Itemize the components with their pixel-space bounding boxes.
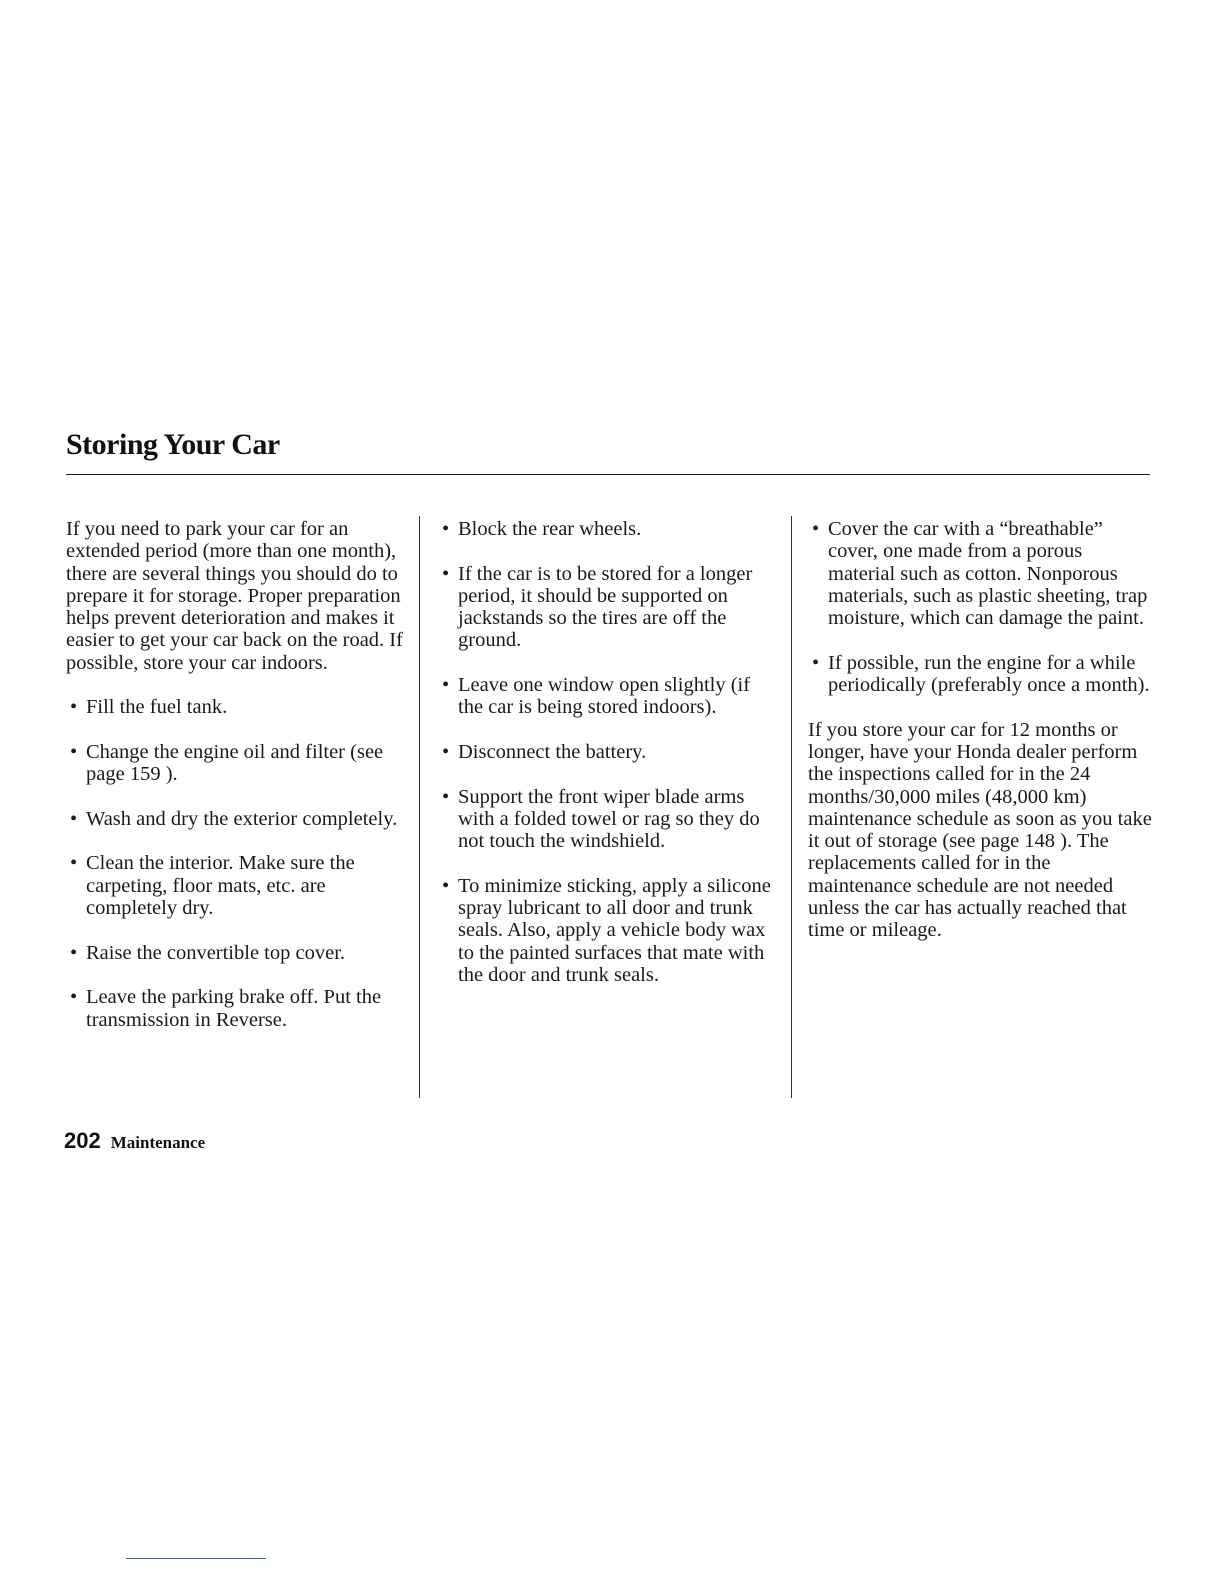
page-number: 202	[64, 1128, 101, 1153]
list-item	[438, 875, 776, 986]
list-item	[438, 741, 776, 763]
column-divider	[791, 516, 792, 1098]
bullet-icon: •	[442, 518, 450, 540]
bullet-icon: •	[70, 696, 78, 719]
list-item-text: Raise the convertible top cover.	[86, 941, 346, 964]
column-1	[66, 518, 411, 1053]
list-item	[438, 674, 776, 719]
list-item	[438, 563, 776, 652]
list-item	[66, 852, 411, 919]
list-item-text: If possible, run the engine for a while periodically (preferably once a month).	[828, 651, 1150, 697]
list-item-text: Support the front wiper blade arms with a folded towel or rag so they do not touch the windshield.	[458, 785, 760, 853]
bottom-divider	[126, 1558, 266, 1559]
list-item	[438, 518, 776, 540]
bullet-icon: •	[70, 807, 78, 830]
bullet-icon: •	[70, 941, 78, 964]
page-title: Storing Your Car	[66, 428, 280, 461]
list-item-text: Wash and dry the exterior completely.	[86, 807, 398, 830]
list-item	[66, 942, 411, 964]
bullet-icon: •	[70, 740, 78, 763]
bullet-icon: •	[442, 562, 450, 585]
list-item-text: Disconnect the battery.	[458, 740, 647, 763]
storage-checklist-1	[66, 696, 411, 1030]
bullet-icon: •	[442, 674, 450, 697]
list-item	[66, 741, 411, 786]
list-item-text: Leave the parking brake off. Put the transmission in Reverse.	[86, 986, 382, 1031]
title-divider	[66, 474, 1150, 475]
column-2	[438, 518, 776, 1009]
list-item-text: Block the rear wheels.	[458, 518, 642, 540]
storage-checklist-2	[438, 518, 776, 986]
list-item-text: To minimize sticking, apply a silicone spray lubricant to all door and trunk seals. Also, apply a vehicle body wax to the painted surfaces that mate with the door and trunk seals.	[458, 874, 771, 986]
list-item	[66, 696, 411, 718]
bullet-icon: •	[442, 785, 450, 808]
list-item	[66, 808, 411, 830]
intro-paragraph: If you need to park your car for an extended period (more than one month), there are several things you should do to prepare it for storage. Proper preparation helps prevent deterioration and makes it easier to get your car back on the road. If possible, store your car indoors.	[66, 518, 403, 674]
list-item	[808, 518, 1153, 629]
list-item-text: Fill the fuel tank.	[86, 696, 228, 719]
section-name: Maintenance	[110, 1133, 206, 1152]
list-item	[808, 652, 1153, 697]
bullet-icon: •	[442, 740, 450, 763]
page-footer	[64, 1128, 205, 1154]
bullet-icon: •	[442, 874, 450, 897]
list-item-text: Change the engine oil and filter (see page 159 ).	[86, 740, 384, 786]
bullet-icon: •	[70, 986, 78, 1009]
column-3	[808, 518, 1153, 964]
list-item-text: If the car is to be stored for a longer period, it should be supported on jackstands so the tires are off the ground.	[458, 562, 753, 652]
list-item-text: Leave one window open slightly (if the car is being stored indoors).	[458, 674, 751, 719]
bullet-icon: •	[812, 651, 820, 674]
list-item-text: Cover the car with a “breathable” cover, one made from a porous material such as cotton. Nonporous materials, such as plastic sheeting, trap moisture, which can damage the paint.	[828, 518, 1148, 630]
bullet-icon: •	[70, 852, 78, 875]
list-item	[66, 986, 411, 1031]
bullet-icon: •	[812, 518, 820, 540]
list-item	[438, 786, 776, 853]
column-divider	[419, 516, 420, 1098]
closing-paragraph: If you store your car for 12 months or longer, have your Honda dealer perform the inspections called for in the 24 months/30,000 miles (48,000 km) maintenance schedule as soon as you take it out of storage (see page 148 ). The replacements called for in the maintenance schedule are not needed unless the car has actually reached that time or mileage.	[808, 718, 1152, 942]
list-item-text: Clean the interior. Make sure the carpeting, floor mats, etc. are completely dry.	[86, 852, 355, 920]
storage-checklist-3	[808, 518, 1153, 696]
